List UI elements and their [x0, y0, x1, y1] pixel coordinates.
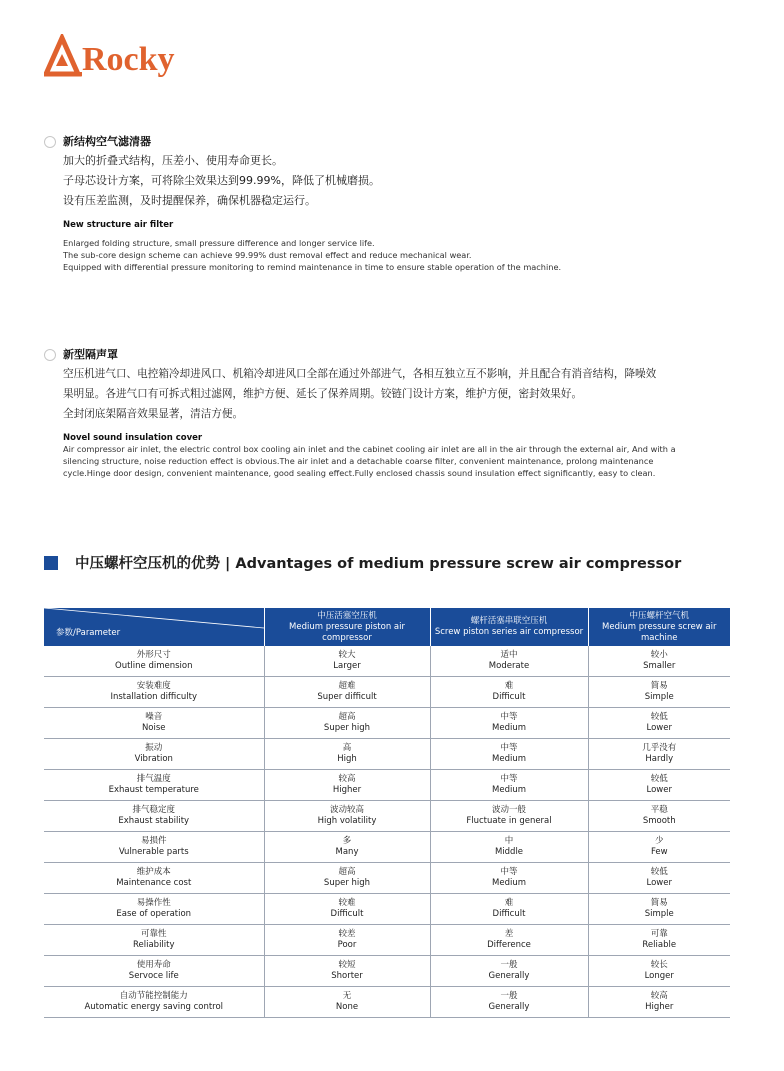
table-row [44, 770, 730, 801]
value-cell [588, 739, 730, 770]
section-en-title: New structure air filter [63, 220, 174, 230]
cell-zh: 较高 [338, 774, 356, 784]
en-line: Air compressor air inlet, the electric control box cooling ain inlet and the cabinet cooling air inlet are all in the air through the external air, And with a [63, 444, 676, 454]
value-cell [588, 708, 730, 739]
en-line: Equipped with differential pressure monitoring to remind maintenance in time to ensure stable operation of the machine. [63, 262, 562, 272]
table-row [44, 956, 730, 987]
parameter-cell [44, 770, 264, 801]
cell-en: Noise [141, 723, 166, 733]
cell-en: Exhaust stability [118, 816, 190, 826]
cell-zh: 中等 [500, 867, 518, 877]
cell-zh: 自动节能控制能力 [119, 991, 188, 1001]
cell-zh: 波动较高 [329, 805, 364, 815]
cell-en: Outline dimension [115, 661, 193, 671]
cell-zh: 中等 [500, 712, 518, 722]
cell-zh: 安装难度 [136, 681, 171, 691]
cell-en: Automatic energy saving control [84, 1002, 224, 1012]
cell-zh: 较高 [650, 991, 668, 1001]
cell-en: Difficult [330, 909, 364, 919]
header-parameter [44, 608, 264, 646]
cell-en: Poor [337, 940, 357, 950]
value-cell [430, 925, 588, 956]
cell-en: Higher [332, 785, 362, 795]
cell-zh: 维护成本 [136, 867, 171, 877]
cell-zh: 差 [504, 929, 514, 939]
cell-zh: 外形尺寸 [136, 650, 171, 660]
brand-name: Rocky [82, 41, 175, 78]
value-cell [588, 677, 730, 708]
cell-en: Reliable [642, 940, 677, 950]
value-cell [588, 770, 730, 801]
cell-en: Servoce life [128, 971, 179, 981]
value-cell [264, 832, 430, 863]
cell-en: High volatility [317, 816, 377, 826]
cell-zh: 较低 [650, 712, 668, 722]
cell-en: Super high [323, 723, 371, 733]
cell-en: Medium [492, 754, 526, 764]
cell-zh: 较大 [338, 650, 356, 660]
parameter-cell [44, 677, 264, 708]
cell-en: Few [650, 847, 668, 857]
cell-zh: 超难 [338, 681, 356, 691]
bullet-icon [44, 349, 56, 361]
cell-en: Hardly [645, 754, 674, 764]
table-row [44, 832, 730, 863]
cell-zh: 难 [504, 898, 514, 908]
cell-en: Difficult [492, 692, 526, 702]
section-zh-title: 新型隔声罩 [63, 348, 118, 361]
value-cell [264, 677, 430, 708]
cell-en: High [337, 754, 357, 764]
value-cell [430, 956, 588, 987]
cell-en: Lower [646, 723, 672, 733]
cell-en: Lower [646, 785, 672, 795]
cell-en: Middle [494, 847, 524, 857]
cell-en: Vibration [134, 754, 173, 764]
cell-zh: 平稳 [650, 805, 668, 815]
zh-line: 加大的折叠式结构，压差小、使用寿命更长。 [63, 154, 283, 167]
header-en: Screw piston series air compressor [434, 627, 584, 637]
cell-en: Longer [644, 971, 674, 981]
value-cell [588, 925, 730, 956]
table-row [44, 925, 730, 956]
value-cell [588, 987, 730, 1018]
zh-line: 子母芯设计方案，可将除尘效果达到99.99%，降低了机械磨损。 [63, 174, 380, 187]
zh-line: 全封闭底架隔音效果显著，清洁方便。 [63, 408, 244, 420]
cell-zh: 较差 [338, 929, 356, 939]
cell-zh: 较短 [338, 960, 356, 970]
cell-zh: 难 [504, 681, 514, 691]
cell-en: Larger [333, 661, 361, 671]
value-cell [264, 646, 430, 677]
cell-en: Exhaust temperature [108, 785, 199, 795]
parameter-cell [44, 956, 264, 987]
cell-en: Generally [488, 1002, 530, 1012]
header-en: Medium pressure piston air compressor [289, 621, 405, 643]
cell-zh: 超高 [338, 867, 356, 877]
cell-en: None [335, 1002, 359, 1012]
table-header-row [44, 608, 730, 646]
cell-zh: 几乎没有 [642, 743, 677, 753]
cell-zh: 可靠性 [140, 929, 167, 939]
section-zh-body [63, 151, 733, 211]
value-cell [264, 894, 430, 925]
cell-en: Super difficult [317, 692, 377, 702]
cell-zh: 中 [504, 836, 514, 846]
header-label: 参数/Parameter [56, 627, 121, 638]
parameter-cell [44, 739, 264, 770]
parameter-cell [44, 925, 264, 956]
cell-zh: 适中 [500, 650, 518, 660]
value-cell [588, 646, 730, 677]
cell-en: Ease of operation [116, 909, 192, 919]
header-piston [264, 608, 430, 646]
value-cell [264, 770, 430, 801]
table-row [44, 863, 730, 894]
value-cell [430, 894, 588, 925]
section-zh-title: 新结构空气滤清器 [63, 135, 151, 148]
cell-en: Simple [644, 909, 674, 919]
value-cell [430, 987, 588, 1018]
parameter-cell [44, 987, 264, 1018]
cell-en: Simple [644, 692, 674, 702]
section-en-title: Novel sound insulation cover [63, 433, 203, 443]
section-en-body [63, 237, 728, 273]
value-cell [430, 801, 588, 832]
cell-en: Medium [492, 785, 526, 795]
cell-en: Higher [645, 1002, 674, 1012]
en-line: cycle.Hinge door design, convenient maintenance, good sealing effect.Fully enclosed chassis sound insulation effect significantly, easy to clean. [63, 468, 656, 478]
parameter-cell [44, 863, 264, 894]
value-cell [264, 801, 430, 832]
cell-zh: 多 [342, 836, 352, 846]
value-cell [264, 708, 430, 739]
value-cell [430, 863, 588, 894]
value-cell [264, 956, 430, 987]
cell-zh: 使用寿命 [136, 960, 171, 970]
cell-en: Super high [323, 878, 371, 888]
cell-en: Lower [646, 878, 672, 888]
cell-zh: 较长 [650, 960, 668, 970]
cell-en: Medium [492, 723, 526, 733]
cell-zh: 简易 [650, 681, 668, 691]
cell-zh: 易操作性 [136, 898, 171, 908]
parameter-cell [44, 894, 264, 925]
value-cell [430, 677, 588, 708]
cell-en: Vulnerable parts [118, 847, 189, 857]
table-row [44, 739, 730, 770]
table-row [44, 677, 730, 708]
value-cell [264, 739, 430, 770]
value-cell [430, 708, 588, 739]
cell-zh: 较小 [650, 650, 668, 660]
zh-line: 空压机进气口、电控箱冷却进风口、机箱冷却进风口全部在通过外部进气，各相互独立互不影响，并且配合有消音结构，降噪效 [63, 368, 657, 380]
value-cell [588, 956, 730, 987]
header-screw [588, 608, 730, 646]
section-air-filter [44, 134, 734, 284]
bullet-icon [44, 136, 56, 148]
section-zh-body [63, 364, 733, 424]
cell-en: Reliability [132, 940, 175, 950]
cell-en: Difference [487, 940, 531, 950]
cell-en: Maintenance cost [116, 878, 192, 888]
cell-zh: 简易 [650, 898, 668, 908]
header-zh: 螺杆活塞串联空压机 [470, 616, 548, 626]
table-row [44, 987, 730, 1018]
cell-zh: 排气稳定度 [132, 805, 175, 815]
cell-zh: 超高 [338, 712, 356, 722]
value-cell [588, 832, 730, 863]
cell-zh: 波动一般 [491, 805, 526, 815]
cell-zh: 较低 [650, 774, 668, 784]
cell-en: Medium [492, 878, 526, 888]
value-cell [264, 863, 430, 894]
cell-en: Shorter [331, 971, 363, 981]
cell-en: Generally [488, 971, 530, 981]
en-line: The sub-core design scheme can achieve 99.99% dust removal effect and reduce mechanical wear. [63, 250, 472, 260]
table-row [44, 894, 730, 925]
value-cell [430, 832, 588, 863]
table-row [44, 708, 730, 739]
value-cell [264, 925, 430, 956]
cell-zh: 易损件 [140, 836, 167, 846]
advantages-heading [44, 552, 734, 572]
cell-zh: 噪音 [145, 712, 163, 722]
square-icon [44, 556, 58, 570]
cell-en: Smaller [643, 661, 676, 671]
value-cell [264, 987, 430, 1018]
parameter-cell [44, 832, 264, 863]
cell-en: Installation difficulty [110, 692, 198, 702]
header-screw-piston [430, 608, 588, 646]
cell-zh: 排气温度 [136, 774, 171, 784]
table-row [44, 646, 730, 677]
cell-en: Smooth [642, 816, 676, 826]
header-zh: 中压螺杆空气机 [629, 610, 689, 621]
cell-zh: 振动 [145, 743, 163, 753]
cell-en: Many [335, 847, 359, 857]
value-cell [588, 863, 730, 894]
cell-zh: 较难 [338, 898, 356, 908]
en-line: silencing structure, noise reduction effect is obvious.The air inlet and a detachable coarse filter, convenient maintenance, prolong maintenance [63, 456, 654, 466]
header-en: Medium pressure screw air machine [602, 621, 717, 643]
parameter-cell [44, 708, 264, 739]
cell-zh: 中等 [500, 743, 518, 753]
section-sound-cover [44, 347, 734, 487]
en-line: Enlarged folding structure, small pressure difference and longer service life. [63, 238, 375, 248]
cell-zh: 高 [342, 743, 352, 753]
cell-en: Fluctuate in general [466, 816, 552, 826]
zh-line: 果明显。各进气口有可拆式粗过滤网，维护方便、延长了保养周期。铰链门设计方案，维护方便，密封效果好。 [63, 388, 583, 400]
diagonal-line [44, 608, 264, 646]
value-cell [588, 894, 730, 925]
parameter-cell [44, 801, 264, 832]
value-cell [430, 770, 588, 801]
cell-zh: 无 [342, 991, 352, 1001]
cell-zh: 中等 [500, 774, 518, 784]
table-row [44, 801, 730, 832]
section-en-body [63, 443, 728, 479]
cell-zh: 一般 [500, 991, 518, 1001]
cell-zh: 可靠 [650, 929, 668, 939]
advantages-title: 中压螺杆空压机的优势 | Advantages of medium pressure screw air compressor [75, 556, 682, 572]
cell-zh: 较低 [650, 867, 668, 877]
value-cell [430, 646, 588, 677]
cell-en: Difficult [492, 909, 526, 919]
parameter-cell [44, 646, 264, 677]
value-cell [588, 801, 730, 832]
value-cell [430, 739, 588, 770]
zh-line: 设有压差监测，及时提醒保养，确保机器稳定运行。 [63, 194, 316, 207]
cell-zh: 少 [654, 836, 664, 846]
comparison-table [44, 608, 730, 1018]
cell-zh: 一般 [500, 960, 518, 970]
cell-en: Moderate [488, 661, 530, 671]
header-zh: 中压活塞空压机 [317, 610, 377, 621]
